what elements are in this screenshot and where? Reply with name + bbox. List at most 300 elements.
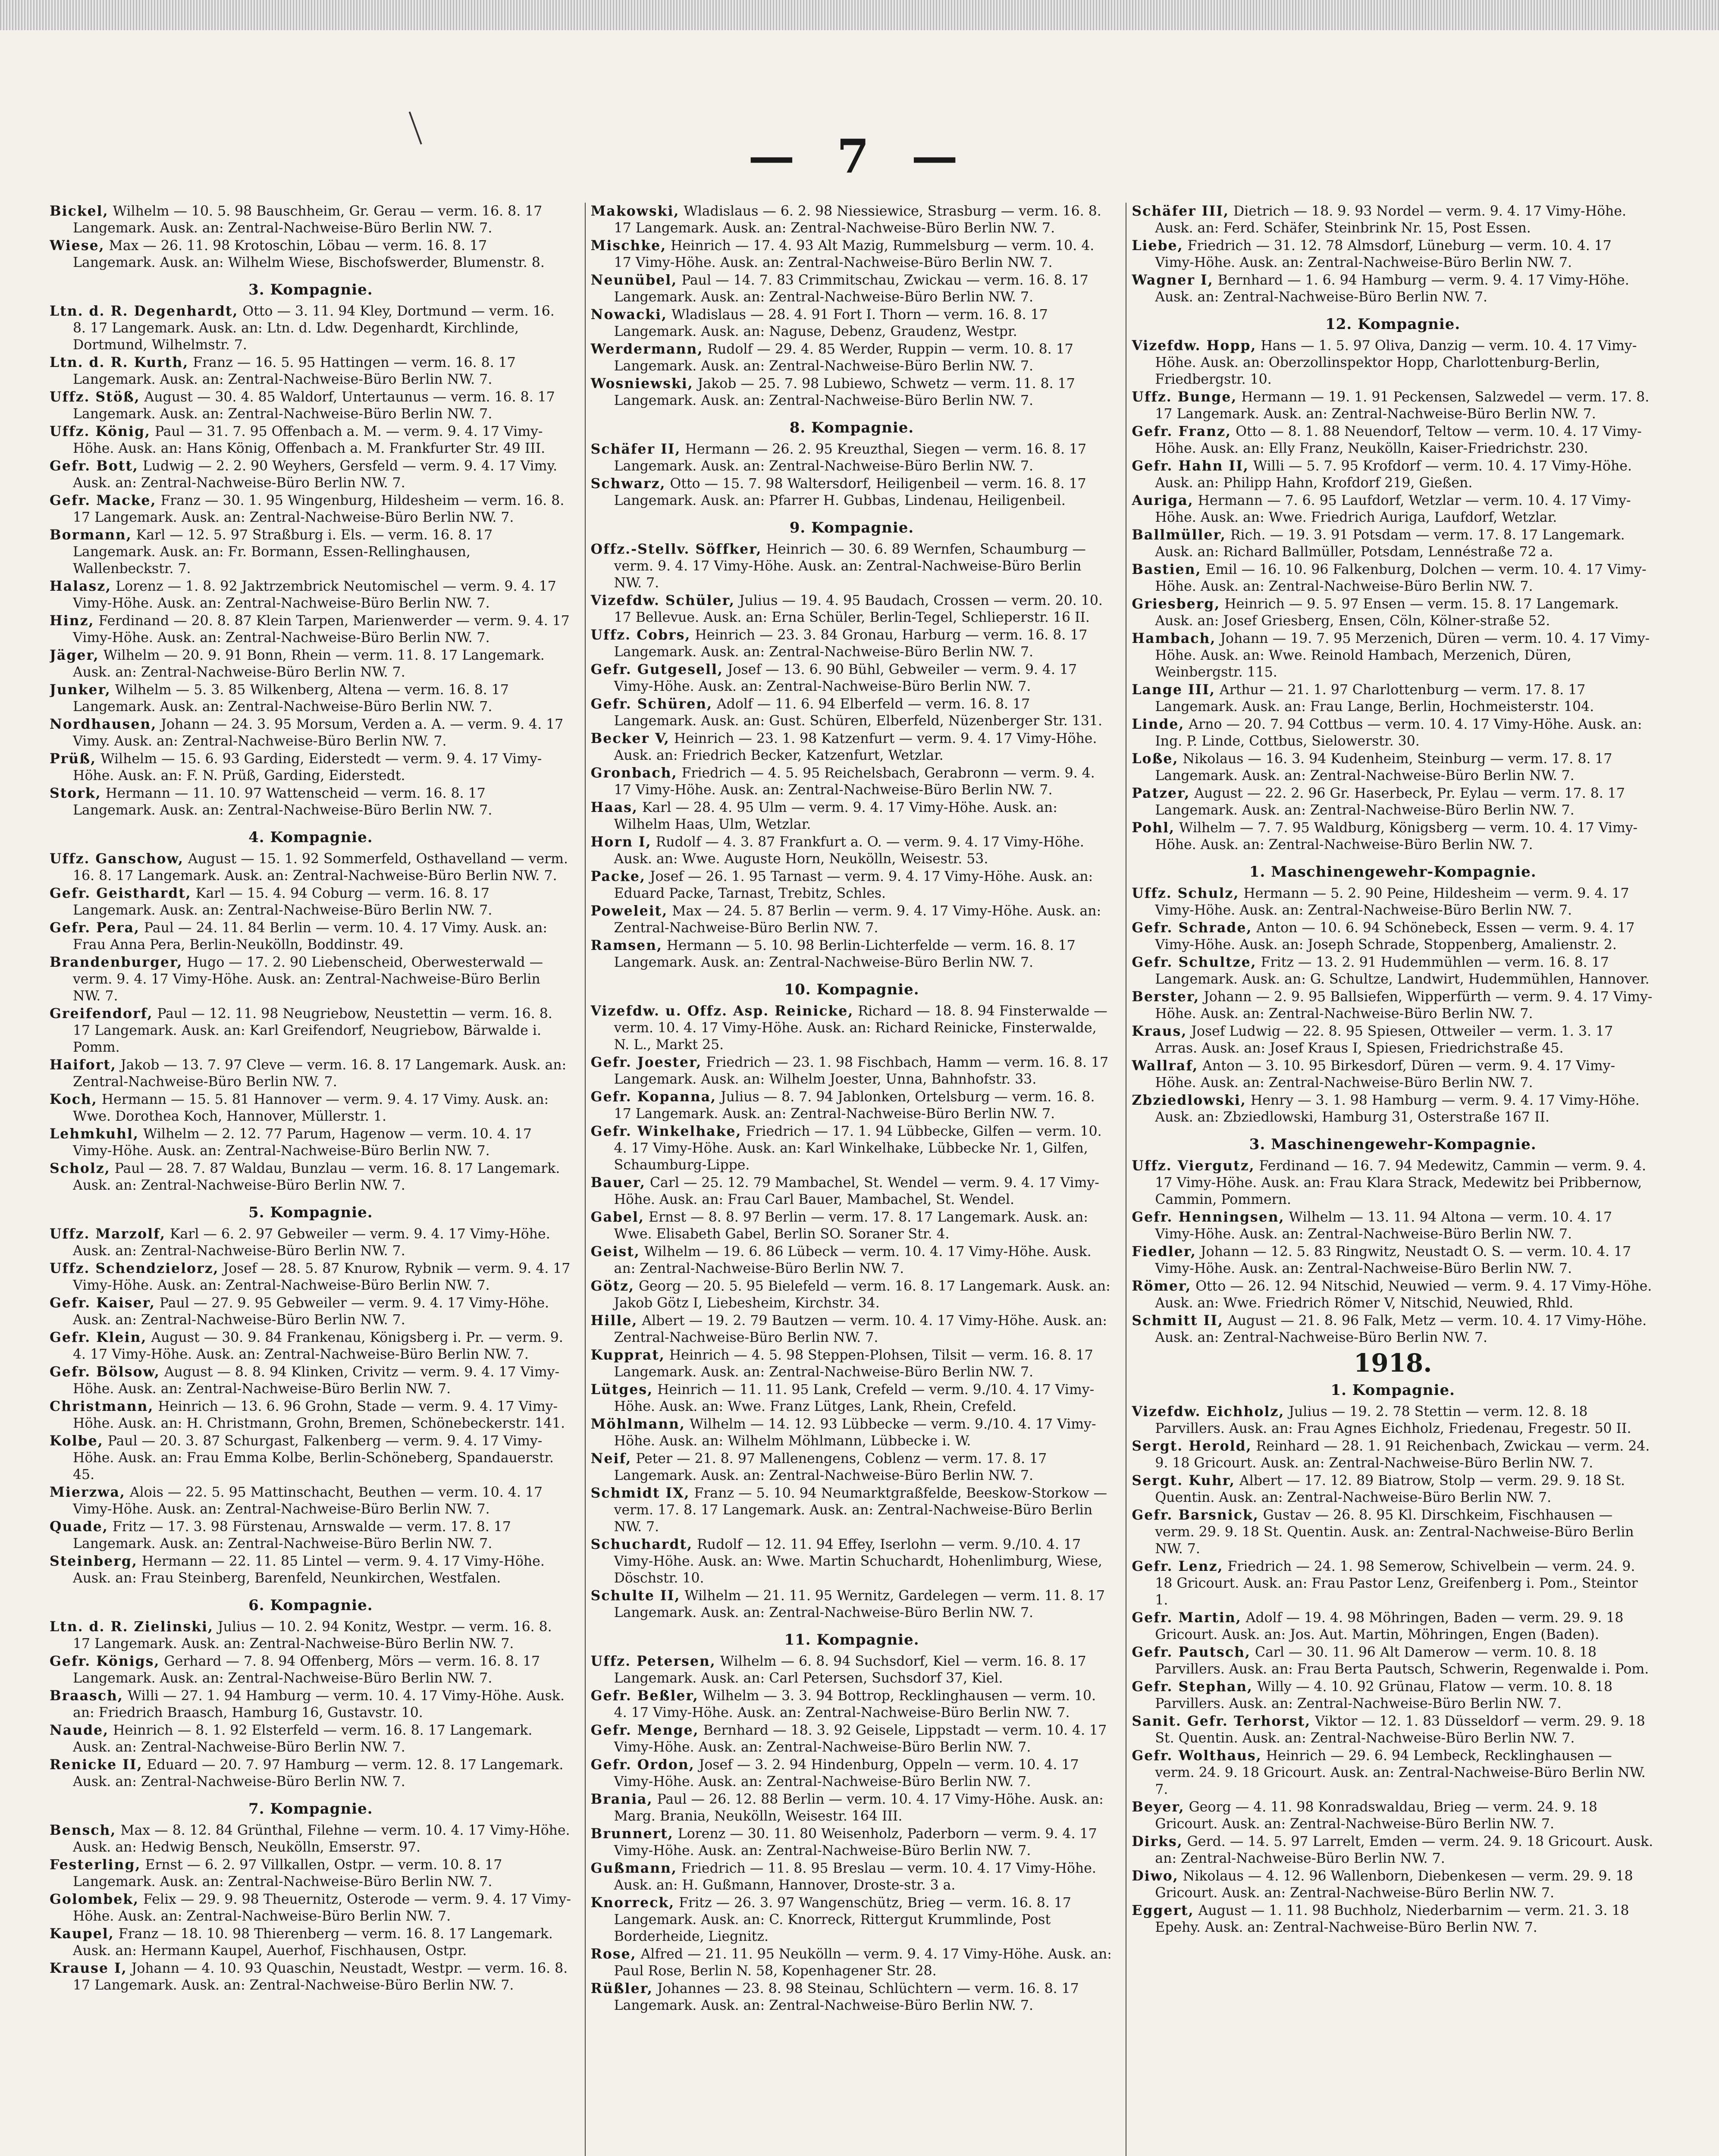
column-middle — [585, 203, 1113, 2156]
entry-details: Nikolaus — 4. 12. 96 Wallenborn, Diebenkesen — verm. 29. 9. 18 Gricourt. Ausk. an: Zentral-Nachweise-Büro Berlin NW. 7. — [1155, 1868, 1633, 1901]
casualty-entry — [1132, 389, 1654, 423]
entry-details: Jakob — 13. 7. 97 Cleve — verm. 16. 8. 17 Langemark. Ausk. an: Zentral-Nachweise-Büro Berlin NW. 7. — [73, 1057, 567, 1090]
casualty-entry — [1132, 1713, 1654, 1747]
entry-details: Julius — 8. 7. 94 Jablonken, Ortelsburg — verm. 16. 8. 17 Langemark. Ausk. an: Zentral-Nachweise-Büro Berlin NW. 7. — [614, 1089, 1095, 1122]
casualty-entry — [591, 1653, 1113, 1687]
casualty-entry — [50, 1294, 572, 1329]
casualty-entry — [591, 903, 1113, 937]
entry-name: Beyer, — [1132, 1799, 1185, 1815]
entry-details: Gustav — 26. 8. 95 Kl. Dirschkeim, Fischhausen — verm. 29. 9. 18 St. Quentin. Ausk. an: Zentral-Nachweise-Büro Berlin NW. 7. — [1155, 1507, 1634, 1557]
entry-name: Brunnert, — [590, 1826, 674, 1842]
entry-details: Paul — 12. 11. 98 Neugriebow, Neustettin — verm. 16. 8. 17 Langemark. Ausk. an: Karl Greifendorf, Neugriebow, Bärwalde i. Pomm. — [73, 1006, 552, 1055]
entry-name: Knorreck, — [590, 1895, 675, 1911]
entry-name: Gefr. Henningsen, — [1132, 1209, 1285, 1225]
entry-details: Ernst — 6. 2. 97 Villkallen, Ostpr. — verm. 10. 8. 17 Langemark. Ausk. an: Zentral-Nachweise-Büro Berlin NW. 7. — [73, 1857, 502, 1890]
entry-name: Uffz. Ganschow, — [50, 851, 184, 867]
entry-details: Heinrich — 4. 5. 98 Steppen-Plohsen, Tilsit — verm. 16. 8. 17 Langemark. Ausk. an: Zentral-Nachweise-Büro Berlin NW. 7. — [614, 1348, 1093, 1380]
entry-details: Franz — 5. 10. 94 Neumarktgraßfelde, Beeskow-Storkow — verm. 17. 8. 17 Langemark. Ausk. an: Zentral-Nachweise-Büro Berlin NW. 7. — [614, 1485, 1107, 1535]
casualty-entry — [1132, 595, 1654, 630]
casualty-entry — [591, 203, 1113, 237]
entry-name: Uffz. Schendzielorz, — [50, 1260, 219, 1276]
section-heading: 5. Kompagnie. — [248, 1204, 373, 1221]
section-heading: 11. Kompagnie. — [784, 1631, 919, 1648]
entry-details: Heinrich — 8. 1. 92 Elsterfeld — verm. 16. 8. 17 Langemark. Ausk. an: Zentral-Nachweise-Büro Berlin NW. 7. — [73, 1723, 533, 1755]
casualty-entry — [591, 730, 1113, 764]
entry-details: Ferdinand — 20. 8. 87 Klein Tarpen, Marienwerder — verm. 9. 4. 17 Vimy-Höhe. Ausk. an: Zentral-Nachweise-Büro Berlin NW. 7. — [73, 613, 570, 646]
entry-name: Kupprat, — [590, 1347, 665, 1363]
casualty-entry — [50, 1722, 572, 1756]
entry-details: Fritz — 26. 3. 97 Wangenschütz, Brieg — verm. 16. 8. 17 Langemark. Ausk. an: C. Knorreck, Rittergut Krummlinde, Post Borderheide, Liegnitz. — [614, 1895, 1071, 1944]
entry-details: Wladislaus — 6. 2. 98 Niessiewice, Strasburg — verm. 16. 8. 17 Langemark. Ausk. an: Zentral-Nachweise-Büro Berlin NW. 7. — [614, 204, 1101, 236]
entry-name: Bastien, — [1132, 561, 1201, 577]
entry-details: Friedrich — 31. 12. 78 Almsdorf, Lüneburg — verm. 10. 4. 17 Vimy-Höhe. Ausk. an: Zentral-Nachweise-Büro Berlin NW. 7. — [1155, 238, 1612, 270]
entry-details: Julius — 10. 2. 94 Konitz, Westpr. — verm. 16. 8. 17 Langemark. Ausk. an: Zentral-Nachweise-Büro Berlin NW. 7. — [73, 1619, 552, 1651]
entry-name: Bickel, — [50, 203, 109, 219]
casualty-entry — [591, 1980, 1113, 2014]
entry-name: Bensch, — [50, 1822, 116, 1838]
entry-details: Hermann — 15. 5. 81 Hannover — verm. 9. 4. 17 Vimy. Ausk. an: Wwe. Dorothea Koch, Hannover, Müllerstr. 1. — [73, 1092, 549, 1124]
entry-details: Heinrich — 29. 6. 94 Lembeck, Recklinghausen — verm. 24. 9. 18 Gricourt. Ausk. an: Zentral-Nachweise-Büro Berlin NW. 7. — [1155, 1748, 1646, 1797]
entry-name: Gefr. Barsnick, — [1132, 1507, 1259, 1523]
casualty-entry — [591, 592, 1113, 626]
entry-details: Heinrich — 30. 6. 89 Wernfen, Schaumburg — verm. 9. 4. 17 Vimy-Höhe. Ausk. an: Zentral-Nachweise-Büro Berlin NW. 7. — [614, 542, 1086, 591]
casualty-entry — [591, 237, 1113, 271]
entry-name: Uffz. Cobrs, — [590, 627, 691, 643]
entry-details: Johann — 19. 7. 95 Merzenich, Düren — verm. 10. 4. 17 Vimy-Höhe. Ausk. an: Wwe. Reinold Hambach, Merzenich, Düren, Weinbergstr. 115. — [1155, 631, 1650, 680]
entry-name: Gefr. Hahn II, — [1132, 458, 1249, 474]
entry-details: August — 8. 8. 94 Klinken, Crivitz — verm. 9. 4. 17 Vimy-Höhe. Ausk. an: Zentral-Nachweise-Büro Berlin NW. 7. — [73, 1364, 560, 1397]
entry-name: Kolbe, — [50, 1433, 104, 1449]
entry-details: Georg — 20. 5. 95 Bielefeld — verm. 16. 8. 17 Langemark. Ausk. an: Jakob Götz I, Liebesheim, Kirchstr. 34. — [614, 1279, 1110, 1311]
casualty-entry — [1132, 1472, 1654, 1506]
casualty-entry — [591, 1243, 1113, 1277]
casualty-entry — [591, 765, 1113, 799]
casualty-entry — [50, 1260, 572, 1294]
casualty-entry — [50, 1432, 572, 1483]
casualty-entry — [50, 785, 572, 819]
casualty-entry — [591, 341, 1113, 375]
entry-name: Ltn. d. R. Kurth, — [50, 354, 189, 370]
entry-name: Gefr. Geisthardt, — [50, 885, 191, 901]
casualty-entry — [50, 1687, 572, 1721]
entry-details: Heinrich — 11. 11. 95 Lank, Crefeld — verm. 9./10. 4. 17 Vimy-Höhe. Ausk. an: Wwe. Franz Lütges, Lank, Rhein, Crefeld. — [614, 1382, 1095, 1414]
entry-details: Richard — 18. 8. 94 Finsterwalde — verm. 10. 4. 17 Vimy-Höhe. Ausk. an: Richard Reinicke, Finsterwalde, N. L., Markt 25. — [614, 1003, 1107, 1053]
entry-details: Paul — 24. 11. 84 Berlin — verm. 10. 4. 17 Vimy. Ausk. an: Frau Anna Pera, Berlin-Neukölln, Boddinstr. 49. — [73, 920, 548, 953]
entry-details: Hermann — 11. 10. 97 Wattenscheid — verm. 16. 8. 17 Langemark. Ausk. an: Zentral-Nachweise-Büro Berlin NW. 7. — [73, 786, 492, 818]
casualty-entry — [591, 1174, 1113, 1208]
casualty-entry — [591, 627, 1113, 661]
entry-name: Rüßler, — [590, 1981, 653, 1996]
casualty-entry — [50, 1856, 572, 1890]
casualty-entry — [1132, 203, 1654, 237]
entry-name: Wallraf, — [1132, 1058, 1198, 1074]
entry-details: Otto — 26. 12. 94 Nitschid, Neuwied — verm. 9. 4. 17 Vimy-Höhe. Ausk. an: Wwe. Friedrich Römer V, Nitschid, Neuwied, Rhld. — [1155, 1279, 1652, 1311]
entry-details: Ernst — 8. 8. 97 Berlin — verm. 17. 8. 17 Langemark. Ausk. an: Wwe. Elisabeth Gabel, Berlin SO. Soraner Str. 4. — [614, 1210, 1088, 1242]
casualty-entry — [591, 1088, 1113, 1122]
entry-name: Gefr. Bott, — [50, 458, 138, 474]
entry-name: Eggert, — [1132, 1902, 1194, 1918]
entry-name: Rose, — [590, 1946, 637, 1962]
entry-details: Heinrich — 13. 6. 96 Grohn, Stade — verm. 9. 4. 17 Vimy-Höhe. Ausk. an: H. Christmann, Grohn, Bremen, Schönebeckerstr. 141. — [73, 1399, 565, 1431]
casualty-entry — [1132, 819, 1654, 853]
entry-name: Krause I, — [50, 1960, 127, 1976]
entry-details: Paul — 20. 3. 87 Schurgast, Falkenberg — verm. 9. 4. 17 Vimy-Höhe. Ausk. an: Frau Emma Kolbe, Berlin-Schöneberg, Spandauerstr. 45. — [73, 1433, 554, 1482]
entry-name: Gefr. Kaiser, — [50, 1295, 155, 1311]
casualty-entry — [50, 1398, 572, 1432]
entry-name: Griesberg, — [1132, 596, 1220, 612]
entry-name: Hille, — [590, 1313, 638, 1329]
entry-details: Adolf — 11. 6. 94 Elberfeld — verm. 16. 8. 17 Langemark. Ausk. an: Gust. Schüren, Elberfeld, Nüzenberger Str. 131. — [614, 696, 1103, 729]
entry-details: Johann — 24. 3. 95 Morsum, Verden a. A. — verm. 9. 4. 17 Vimy. Ausk. an: Zentral-Nachweise-Büro Berlin NW. 7. — [73, 717, 564, 749]
entry-name: Dirks, — [1132, 1833, 1183, 1849]
entry-name: Vizefdw. u. Offz. Asp. Reinicke, — [590, 1003, 854, 1019]
entry-details: Heinrich — 17. 4. 93 Alt Mazig, Rummelsburg — verm. 10. 4. 17 Vimy-Höhe. Ausk. an: Zentral-Nachweise-Büro Berlin NW. 7. — [614, 238, 1095, 270]
casualty-entry — [1132, 988, 1654, 1022]
casualty-entry — [1132, 1438, 1654, 1472]
column-left — [50, 203, 572, 2156]
casualty-entry — [1132, 1157, 1654, 1208]
entry-name: Diwo, — [1132, 1868, 1179, 1884]
casualty-entry — [591, 306, 1113, 340]
entry-details: Wilhelm — 14. 12. 93 Lübbecke — verm. 9./10. 4. 17 Vimy-Höhe. Ausk. an: Wilhelm Möhlmann, Lübbecke i. W. — [614, 1416, 1096, 1449]
entry-name: Wosniewski, — [590, 376, 693, 392]
casualty-entry — [591, 541, 1113, 592]
entry-name: Horn I, — [590, 834, 652, 850]
entry-details: Hermann — 22. 11. 85 Lintel — verm. 9. 4. 17 Vimy-Höhe. Ausk. an: Frau Steinberg, Barenfeld, Neunkirchen, Westfalen. — [73, 1554, 545, 1586]
entry-details: Emil — 16. 10. 96 Falkenburg, Dolchen — verm. 10. 4. 17 Vimy-Höhe. Ausk. an: Zentral-Nachweise-Büro Berlin NW. 7. — [1155, 562, 1647, 594]
entry-name: Mischke, — [590, 238, 667, 254]
entry-details: Wladislaus — 28. 4. 91 Fort I. Thorn — verm. 16. 8. 17 Langemark. Ausk. an: Naguse, Debenz, Graudenz, Westpr. — [614, 307, 1048, 339]
entry-details: Viktor — 12. 1. 83 Düsseldorf — verm. 29. 9. 18 St. Quentin. Ausk. an: Zentral-Nachweise-Büro Berlin NW. 7. — [1155, 1714, 1645, 1746]
entry-name: Koch, — [50, 1091, 97, 1107]
entry-details: Rudolf — 4. 3. 87 Frankfurt a. O. — verm. 9. 4. 17 Vimy-Höhe. Ausk. an: Wwe. Auguste Horn, Neukölln, Weisestr. 53. — [614, 834, 1084, 867]
casualty-entry — [1132, 237, 1654, 271]
casualty-entry — [1132, 1209, 1654, 1243]
entry-details: Max — 8. 12. 84 Grünthal, Filehne — verm. 10. 4. 17 Vimy-Höhe. Ausk. an: Hedwig Bensch, Neukölln, Emserstr. 97. — [73, 1823, 570, 1855]
entry-name: Liebe, — [1132, 238, 1183, 254]
entry-name: Gefr. Beßler, — [590, 1688, 699, 1704]
entry-name: Haas, — [590, 799, 638, 815]
entry-name: Hinz, — [50, 613, 94, 629]
section-heading: 3. Maschinengewehr-Kompagnie. — [1249, 1136, 1537, 1153]
entry-name: Uffz. Viergutz, — [1132, 1158, 1255, 1174]
entry-name: Wiese, — [50, 238, 105, 254]
casualty-entry — [50, 850, 572, 884]
entry-details: Karl — 12. 5. 97 Straßburg i. Els. — verm. 16. 8. 17 Langemark. Ausk. an: Fr. Bormann, Essen-Rellinghausen, Wallenbeckstr. 7. — [73, 527, 493, 577]
entry-details: Wilhelm — 21. 11. 95 Wernitz, Gardelegen — verm. 11. 8. 17 Langemark. Ausk. an: Zentral-Nachweise-Büro Berlin NW. 7. — [614, 1588, 1105, 1620]
entry-name: Nordhausen, — [50, 716, 157, 732]
year-heading: 1918. — [1353, 1348, 1432, 1378]
casualty-entry — [50, 1091, 572, 1125]
entry-details: Max — 24. 5. 87 Berlin — verm. 9. 4. 17 Vimy-Höhe. Ausk. an: Zentral-Nachweise-Büro Berlin NW. 7. — [614, 903, 1101, 936]
entry-details: Johann — 2. 9. 95 Ballsiefen, Wipperfürth — verm. 9. 4. 17 Vimy-Höhe. Ausk. an: Zentral-Nachweise-Büro Berlin NW. 7. — [1155, 989, 1653, 1022]
entry-details: Heinrich — 23. 1. 98 Katzenfurt — verm. 9. 4. 17 Vimy-Höhe. Ausk. an: Friedrich Becker, Katzenfurt, Wetzlar. — [614, 731, 1097, 763]
entry-name: Geist, — [590, 1244, 640, 1260]
casualty-entry — [50, 1960, 572, 1994]
casualty-entry — [50, 1484, 572, 1518]
entry-details: Otto — 15. 7. 98 Waltersdorf, Heiligenbeil — verm. 16. 8. 17 Langemark. Ausk. an: Pfarrer H. Gubbas, Lindenau, Heiligenbeil. — [614, 476, 1086, 508]
entry-name: Gefr. Lenz, — [1132, 1558, 1223, 1574]
casualty-entry — [50, 647, 572, 681]
casualty-entry — [591, 1123, 1113, 1174]
entry-details: Josef — 28. 5. 87 Knurow, Rybnik — verm. 9. 4. 17 Vimy-Höhe. Ausk. an: Zentral-Nachweise-Büro Berlin NW. 7. — [73, 1261, 571, 1293]
casualty-entry — [50, 423, 572, 457]
entry-name: Braasch, — [50, 1688, 123, 1704]
entry-details: Alfred — 21. 11. 95 Neukölln — verm. 9. 4. 17 Vimy-Höhe. Ausk. an: Paul Rose, Berlin N. 58, Kopenhagener Str. 28. — [614, 1946, 1112, 1979]
entry-name: Gefr. Pera, — [50, 920, 140, 936]
casualty-entry — [50, 750, 572, 784]
casualty-entry — [1132, 492, 1654, 526]
entry-details: Hermann — 7. 6. 95 Laufdorf, Wetzlar — verm. 10. 4. 17 Vimy-Höhe. Ausk. an: Wwe. Friedrich Auriga, Laufdorf, Wetzlar. — [1155, 493, 1631, 525]
entry-details: Otto — 8. 1. 88 Neuendorf, Teltow — verm. 10. 4. 17 Vimy-Höhe. Ausk. an: Elly Franz, Neukölln, Kaiser-Friedrichstr. 230. — [1155, 424, 1642, 456]
entry-name: Wagner I, — [1132, 272, 1214, 288]
casualty-entry — [1132, 1609, 1654, 1643]
casualty-entry — [591, 1416, 1113, 1450]
casualty-entry — [50, 1125, 572, 1159]
casualty-entry — [1132, 423, 1654, 457]
casualty-entry — [50, 1553, 572, 1587]
entry-details: Anton — 10. 6. 94 Schönebeck, Essen — verm. 9. 4. 17 Vimy-Höhe. Ausk. an: Joseph Schrade, Stoppenberg, Amalienstr. 2. — [1155, 920, 1635, 953]
entry-name: Gefr. Wolthaus, — [1132, 1748, 1262, 1764]
section-heading: 10. Kompagnie. — [784, 981, 919, 998]
casualty-entry — [591, 1894, 1113, 1945]
entry-details: Hermann — 5. 10. 98 Berlin-Lichterfelde — verm. 16. 8. 17 Langemark. Ausk. an: Zentral-Nachweise-Büro Berlin NW. 7. — [614, 938, 1076, 970]
casualty-entry — [591, 799, 1113, 833]
entry-name: Prüß, — [50, 751, 97, 767]
casualty-entry — [591, 1860, 1113, 1894]
entry-name: Pohl, — [1132, 820, 1175, 836]
casualty-entry — [591, 475, 1113, 509]
entry-details: Dietrich — 18. 9. 93 Nordel — verm. 9. 4. 17 Vimy-Höhe. Ausk. an: Ferd. Schäfer, Steinbrink Nr. 15, Post Essen. — [1155, 204, 1626, 236]
entry-name: Festerling, — [50, 1857, 141, 1873]
entry-details: Karl — 6. 2. 97 Gebweiler — verm. 9. 4. 17 Vimy-Höhe. Ausk. an: Zentral-Nachweise-Büro Berlin NW. 7. — [73, 1226, 550, 1259]
entry-details: Anton — 3. 10. 95 Birkesdorf, Düren — verm. 9. 4. 17 Vimy-Höhe. Ausk. an: Zentral-Nachweise-Büro Berlin NW. 7. — [1155, 1058, 1615, 1091]
entry-details: Paul — 28. 7. 87 Waldau, Bunzlau — verm. 16. 8. 17 Langemark. Ausk. an: Zentral-Nachweise-Büro Berlin NW. 7. — [73, 1161, 560, 1193]
entry-name: Gußmann, — [590, 1860, 677, 1876]
casualty-entry — [1132, 1243, 1654, 1277]
entry-details: Ferdinand — 16. 7. 94 Medewitz, Cammin — verm. 9. 4. 17 Vimy-Höhe. Ausk. an: Frau Klara Strack, Medewitz bei Pribbernow, Cammin, Pommern. — [1155, 1158, 1647, 1207]
casualty-entry — [591, 1791, 1113, 1825]
entry-name: Ballmüller, — [1132, 527, 1226, 543]
entry-name: Packe, — [590, 868, 646, 884]
entry-name: Gefr. Ordon, — [590, 1757, 695, 1773]
casualty-entry — [50, 954, 572, 1005]
entry-details: Bernhard — 1. 6. 94 Hamburg — verm. 9. 4. 17 Vimy-Höhe. Ausk. an: Zentral-Nachweise-Büro Berlin NW. 7. — [1155, 273, 1629, 305]
entry-name: Gabel, — [590, 1209, 644, 1225]
casualty-entry — [591, 1946, 1113, 1980]
entry-name: Sergt. Kuhr, — [1132, 1473, 1235, 1489]
casualty-entry — [591, 1003, 1113, 1053]
casualty-entry — [591, 1756, 1113, 1790]
entry-name: Gefr. Gutgesell, — [590, 661, 723, 677]
casualty-entry — [1132, 561, 1654, 595]
casualty-entry — [50, 1056, 572, 1091]
entry-name: Gefr. Joester, — [590, 1054, 702, 1070]
casualty-entry — [591, 868, 1113, 902]
entry-name: Ltn. d. R. Degenhardt, — [50, 303, 238, 319]
casualty-entry — [591, 1536, 1113, 1587]
entry-name: Götz, — [590, 1278, 634, 1294]
casualty-entry — [50, 681, 572, 715]
entry-details: Lorenz — 30. 11. 80 Weisenholz, Paderborn — verm. 9. 4. 17 Vimy-Höhe. Ausk. an: Zentral-Nachweise-Büro Berlin NW. 7. — [614, 1826, 1097, 1858]
entry-details: August — 30. 4. 85 Waldorf, Untertaunus — verm. 16. 8. 17 Langemark. Ausk. an: Zentral-Nachweise-Büro Berlin NW. 7. — [73, 389, 555, 422]
entry-details: Heinrich — 9. 5. 97 Ensen — verm. 15. 8. 17 Langemark. Ausk. an: Josef Griesberg, Ensen, Cöln, Kölner-straße 52. — [1155, 596, 1619, 629]
entry-details: Willi — 27. 1. 94 Hamburg — verm. 10. 4. 17 Vimy-Höhe. Ausk. an: Friedrich Braasch, Hamburg 16, Gustavstr. 10. — [73, 1688, 565, 1720]
entry-details: Willy — 4. 10. 92 Grünau, Flatow — verm. 10. 8. 18 Parvillers. Ausk. an: Zentral-Nachweise-Büro Berlin NW. 7. — [1155, 1679, 1613, 1711]
entry-name: Uffz. Schulz, — [1132, 885, 1239, 901]
entry-name: Lange III, — [1132, 682, 1216, 698]
entry-details: Alois — 22. 5. 95 Mattinschacht, Beuthen — verm. 10. 4. 17 Vimy-Höhe. Ausk. an: Zentral-Nachweise-Büro Berlin NW. 7. — [73, 1485, 543, 1517]
entry-details: Reinhard — 28. 1. 91 Reichenbach, Zwickau — verm. 24. 9. 18 Gricourt. Ausk. an: Zentral-Nachweise-Büro Berlin NW. 7. — [1155, 1438, 1650, 1471]
entry-name: Schmidt IX, — [590, 1485, 690, 1501]
casualty-entry — [1132, 630, 1654, 681]
entry-details: Julius — 19. 4. 95 Baudach, Crossen — verm. 20. 10. 17 Bellevue. Ausk. an: Erna Schüler, Berlin-Tegel, Schlieperstr. 16 II. — [614, 593, 1103, 625]
casualty-entry — [591, 375, 1113, 409]
entry-details: Wilhelm — 6. 8. 94 Suchsdorf, Kiel — verm. 16. 8. 17 Langemark. Ausk. an: Carl Petersen, Suchsdorf 37, Kiel. — [614, 1654, 1086, 1686]
casualty-entry — [1132, 681, 1654, 715]
entry-details: Friedrich — 24. 1. 98 Semerow, Schivelbein — verm. 24. 9. 18 Gricourt. Ausk. an: Frau Pastor Lenz, Greifenberg i. Pom., Steintor 1. — [1155, 1559, 1638, 1608]
casualty-list — [50, 203, 1654, 2156]
casualty-entry — [591, 1825, 1113, 1859]
casualty-entry — [591, 1587, 1113, 1621]
casualty-entry — [50, 1160, 572, 1194]
section-heading: 4. Kompagnie. — [248, 829, 373, 846]
casualty-entry — [1132, 526, 1654, 561]
entry-details: Jakob — 25. 7. 98 Lubiewo, Schwetz — verm. 11. 8. 17 Langemark. Ausk. an: Zentral-Nachweise-Büro Berlin NW. 7. — [614, 376, 1075, 408]
casualty-entry — [1132, 1868, 1654, 1902]
column-right — [1126, 203, 1654, 2156]
casualty-entry — [591, 1381, 1113, 1415]
entry-details: Rudolf — 12. 11. 94 Effey, Iserlohn — verm. 9./10. 4. 17 Vimy-Höhe. Ausk. an: Wwe. Martin Schuchardt, Hohenlimburg, Wiese, Döschstr. 10. — [614, 1537, 1102, 1586]
entry-details: Heinrich — 23. 3. 84 Gronau, Harburg — verm. 16. 8. 17 Langemark. Ausk. an: Zentral-Nachweise-Büro Berlin NW. 7. — [614, 627, 1088, 660]
entry-name: Lehmkuhl, — [50, 1126, 139, 1142]
section-heading: 7. Kompagnie. — [248, 1800, 373, 1818]
entry-name: Sanit. Gefr. Terhorst, — [1132, 1713, 1311, 1729]
entry-details: Adolf — 19. 4. 98 Möhringen, Baden — verm. 29. 9. 18 Gricourt. Ausk. an: Jos. Aut. Martin, Möhringen, Engen (Baden). — [1155, 1610, 1624, 1642]
entry-name: Gefr. Martin, — [1132, 1610, 1242, 1626]
entry-name: Linde, — [1132, 716, 1185, 732]
entry-name: Uffz. Bunge, — [1132, 389, 1237, 405]
entry-details: Julius — 19. 2. 78 Stettin — verm. 12. 8. 18 Parvillers. Ausk. an: Frau Agnes Eichholz, Friedenau, Fregestr. 50 II. — [1155, 1404, 1631, 1436]
entry-details: Willi — 5. 7. 95 Krofdorf — verm. 10. 4. 17 Vimy-Höhe. Ausk. an: Philipp Hahn, Krofdorf 219, Gießen. — [1155, 458, 1632, 491]
entry-name: Gefr. Klein, — [50, 1329, 147, 1345]
casualty-entry — [1132, 919, 1654, 953]
entry-name: Bormann, — [50, 527, 132, 543]
entry-details: Josef — 3. 2. 94 Hindenburg, Oppeln — verm. 10. 4. 17 Vimy-Höhe. Ausk. an: Zentral-Nachweise-Büro Berlin NW. 7. — [614, 1757, 1079, 1789]
casualty-entry — [591, 834, 1113, 868]
entry-details: Wilhelm — 5. 3. 85 Wilkenberg, Altena — verm. 16. 8. 17 Langemark. Ausk. an: Zentral-Nachweise-Büro Berlin NW. 7. — [73, 682, 509, 714]
entry-details: August — 1. 11. 98 Buchholz, Niederbarnim — verm. 21. 3. 18 Epehy. Ausk. an: Zentral-Nachweise-Büro Berlin NW. 7. — [1155, 1903, 1629, 1935]
casualty-entry — [591, 1209, 1113, 1243]
entry-details: Hermann — 26. 2. 95 Kreuzthal, Siegen — verm. 16. 8. 17 Langemark. Ausk. an: Zentral-Nachweise-Büro Berlin NW. 7. — [614, 442, 1087, 474]
entry-name: Christmann, — [50, 1398, 154, 1414]
entry-details: Johann — 4. 10. 93 Quaschin, Neustadt, Westpr. — verm. 16. 8. 17 Langemark. Ausk. an: Zentral-Nachweise-Büro Berlin NW. 7. — [73, 1961, 568, 1993]
entry-details: Hermann — 19. 1. 91 Peckensen, Salzwedel — verm. 17. 8. 17 Langemark. Ausk. an: Zentral-Nachweise-Büro Berlin NW. 7. — [1155, 389, 1650, 422]
entry-name: Quade, — [50, 1519, 108, 1535]
entry-name: Mierzwa, — [50, 1484, 125, 1500]
casualty-entry — [1132, 1558, 1654, 1609]
entry-name: Gefr. Menge, — [590, 1722, 699, 1738]
entry-details: Paul — 26. 12. 88 Berlin — verm. 10. 4. 17 Vimy-Höhe. Ausk. an: Marg. Brania, Neukölln, Weisestr. 164 III. — [614, 1792, 1104, 1824]
casualty-entry — [50, 716, 572, 750]
entry-name: Berster, — [1132, 989, 1200, 1005]
casualty-entry — [1132, 1023, 1654, 1057]
casualty-entry — [591, 1312, 1113, 1346]
casualty-entry — [1132, 272, 1654, 306]
entry-details: Friedrich — 4. 5. 95 Reichelsbach, Gerabronn — verm. 9. 4. 17 Vimy-Höhe. Ausk. an: Zentral-Nachweise-Büro Berlin NW. 7. — [614, 765, 1095, 798]
casualty-entry — [1132, 1092, 1654, 1126]
entry-details: Karl — 15. 4. 94 Coburg — verm. 16. 8. 17 Langemark. Ausk. an: Zentral-Nachweise-Büro Berlin NW. 7. — [73, 886, 492, 918]
entry-name: Kaupel, — [50, 1926, 114, 1942]
entry-name: Gefr. Winkelhake, — [590, 1123, 742, 1139]
casualty-entry — [1132, 1312, 1654, 1346]
casualty-entry — [50, 1005, 572, 1056]
entry-name: Uffz. Stöß, — [50, 389, 140, 405]
casualty-entry — [1132, 716, 1654, 750]
entry-details: Wilhelm — 3. 3. 94 Bottrop, Recklinghausen — verm. 10. 4. 17 Vimy-Höhe. Ausk. an: Zentral-Nachweise-Büro Berlin NW. 7. — [614, 1688, 1096, 1720]
entry-name: Bauer, — [590, 1175, 646, 1191]
entry-name: Jäger, — [50, 647, 99, 663]
entry-name: Stork, — [50, 785, 101, 801]
entry-details: Wilhelm — 20. 9. 91 Bonn, Rhein — verm. 11. 8. 17 Langemark. Ausk. an: Zentral-Nachweise-Büro Berlin NW. 7. — [73, 648, 545, 680]
casualty-entry — [591, 441, 1113, 475]
entry-name: Scholz, — [50, 1160, 110, 1176]
entry-name: Neunübel, — [590, 272, 678, 288]
casualty-entry — [591, 661, 1113, 695]
casualty-entry — [50, 1518, 572, 1552]
entry-name: Ramsen, — [590, 937, 662, 953]
entry-details: Fritz — 13. 2. 91 Hudemmühlen — verm. 16. 8. 17 Langemark. Ausk. an: G. Schultze, Landwirt, Hudemmühlen, Hannover. — [1155, 955, 1650, 987]
entry-details: Rich. — 19. 3. 91 Potsdam — verm. 17. 8. 17 Langemark. Ausk. an: Richard Ballmüller, Potsdam, Lennéstraße 72 a. — [1155, 527, 1625, 560]
entry-name: Ltn. d. R. Zielinski, — [50, 1619, 213, 1635]
casualty-entry — [591, 272, 1113, 306]
casualty-entry — [591, 1278, 1113, 1312]
entry-name: Patzer, — [1132, 785, 1190, 801]
entry-details: Paul — 14. 7. 83 Crimmitschau, Zwickau — verm. 16. 8. 17 Langemark. Ausk. an: Zentral-Nachweise-Büro Berlin NW. 7. — [614, 273, 1088, 305]
entry-details: Albert — 19. 2. 79 Bautzen — verm. 10. 4. 17 Vimy-Höhe. Ausk. an: Zentral-Nachweise-Büro Berlin NW. 7. — [614, 1313, 1107, 1345]
entry-name: Gefr. Bölsow, — [50, 1364, 160, 1380]
entry-details: Franz — 30. 1. 95 Wingenburg, Hildesheim — verm. 16. 8. 17 Langemark. Ausk. an: Zentral-Nachweise-Büro Berlin NW. 7. — [73, 493, 565, 525]
entry-details: Carl — 30. 11. 96 Alt Damerow — verm. 10. 8. 18 Parvillers. Ausk. an: Frau Berta Pautsch, Schwerin, Regenwalde i. Pom. — [1155, 1645, 1649, 1677]
entry-details: Max — 26. 11. 98 Krotoschin, Löbau — verm. 16. 8. 17 Langemark. Ausk. an: Wilhelm Wiese, Bischofswerder, Blumenstr. 8. — [73, 238, 545, 270]
casualty-entry — [50, 389, 572, 423]
casualty-entry — [50, 458, 572, 492]
entry-name: Neif, — [590, 1451, 632, 1467]
entry-name: Fiedler, — [1132, 1244, 1197, 1260]
casualty-entry — [50, 1653, 572, 1687]
entry-name: Haifort, — [50, 1057, 116, 1073]
entry-name: Makowski, — [590, 203, 680, 219]
casualty-entry — [591, 1687, 1113, 1721]
entry-details: Fritz — 17. 3. 98 Fürstenau, Arnswalde — verm. 17. 8. 17 Langemark. Ausk. an: Zentral-Nachweise-Büro Berlin NW. 7. — [73, 1519, 511, 1551]
entry-name: Poweleit, — [590, 903, 668, 919]
page-header: — 7 — — [748, 129, 971, 184]
section-heading: 9. Kompagnie. — [789, 519, 914, 536]
section-heading: 1. Kompagnie. — [1330, 1382, 1455, 1399]
casualty-entry — [1132, 1057, 1654, 1091]
entry-name: Vizefdw. Schüler, — [590, 592, 735, 608]
casualty-entry — [50, 1618, 572, 1652]
casualty-entry — [591, 1347, 1113, 1381]
casualty-entry — [1132, 1833, 1654, 1867]
entry-details: Paul — 27. 9. 95 Gebweiler — verm. 9. 4. 17 Vimy-Höhe. Ausk. an: Zentral-Nachweise-Büro Berlin NW. 7. — [73, 1295, 549, 1328]
entry-details: Eduard — 20. 7. 97 Hamburg — verm. 12. 8. 17 Langemark. Ausk. an: Zentral-Nachweise-Büro Berlin NW. 7. — [73, 1757, 564, 1789]
entry-name: Brandenburger, — [50, 954, 183, 970]
entry-name: Schwarz, — [590, 476, 666, 492]
entry-name: Hambach, — [1132, 630, 1216, 646]
entry-name: Gefr. Schüren, — [590, 696, 713, 712]
entry-name: Römer, — [1132, 1278, 1192, 1294]
